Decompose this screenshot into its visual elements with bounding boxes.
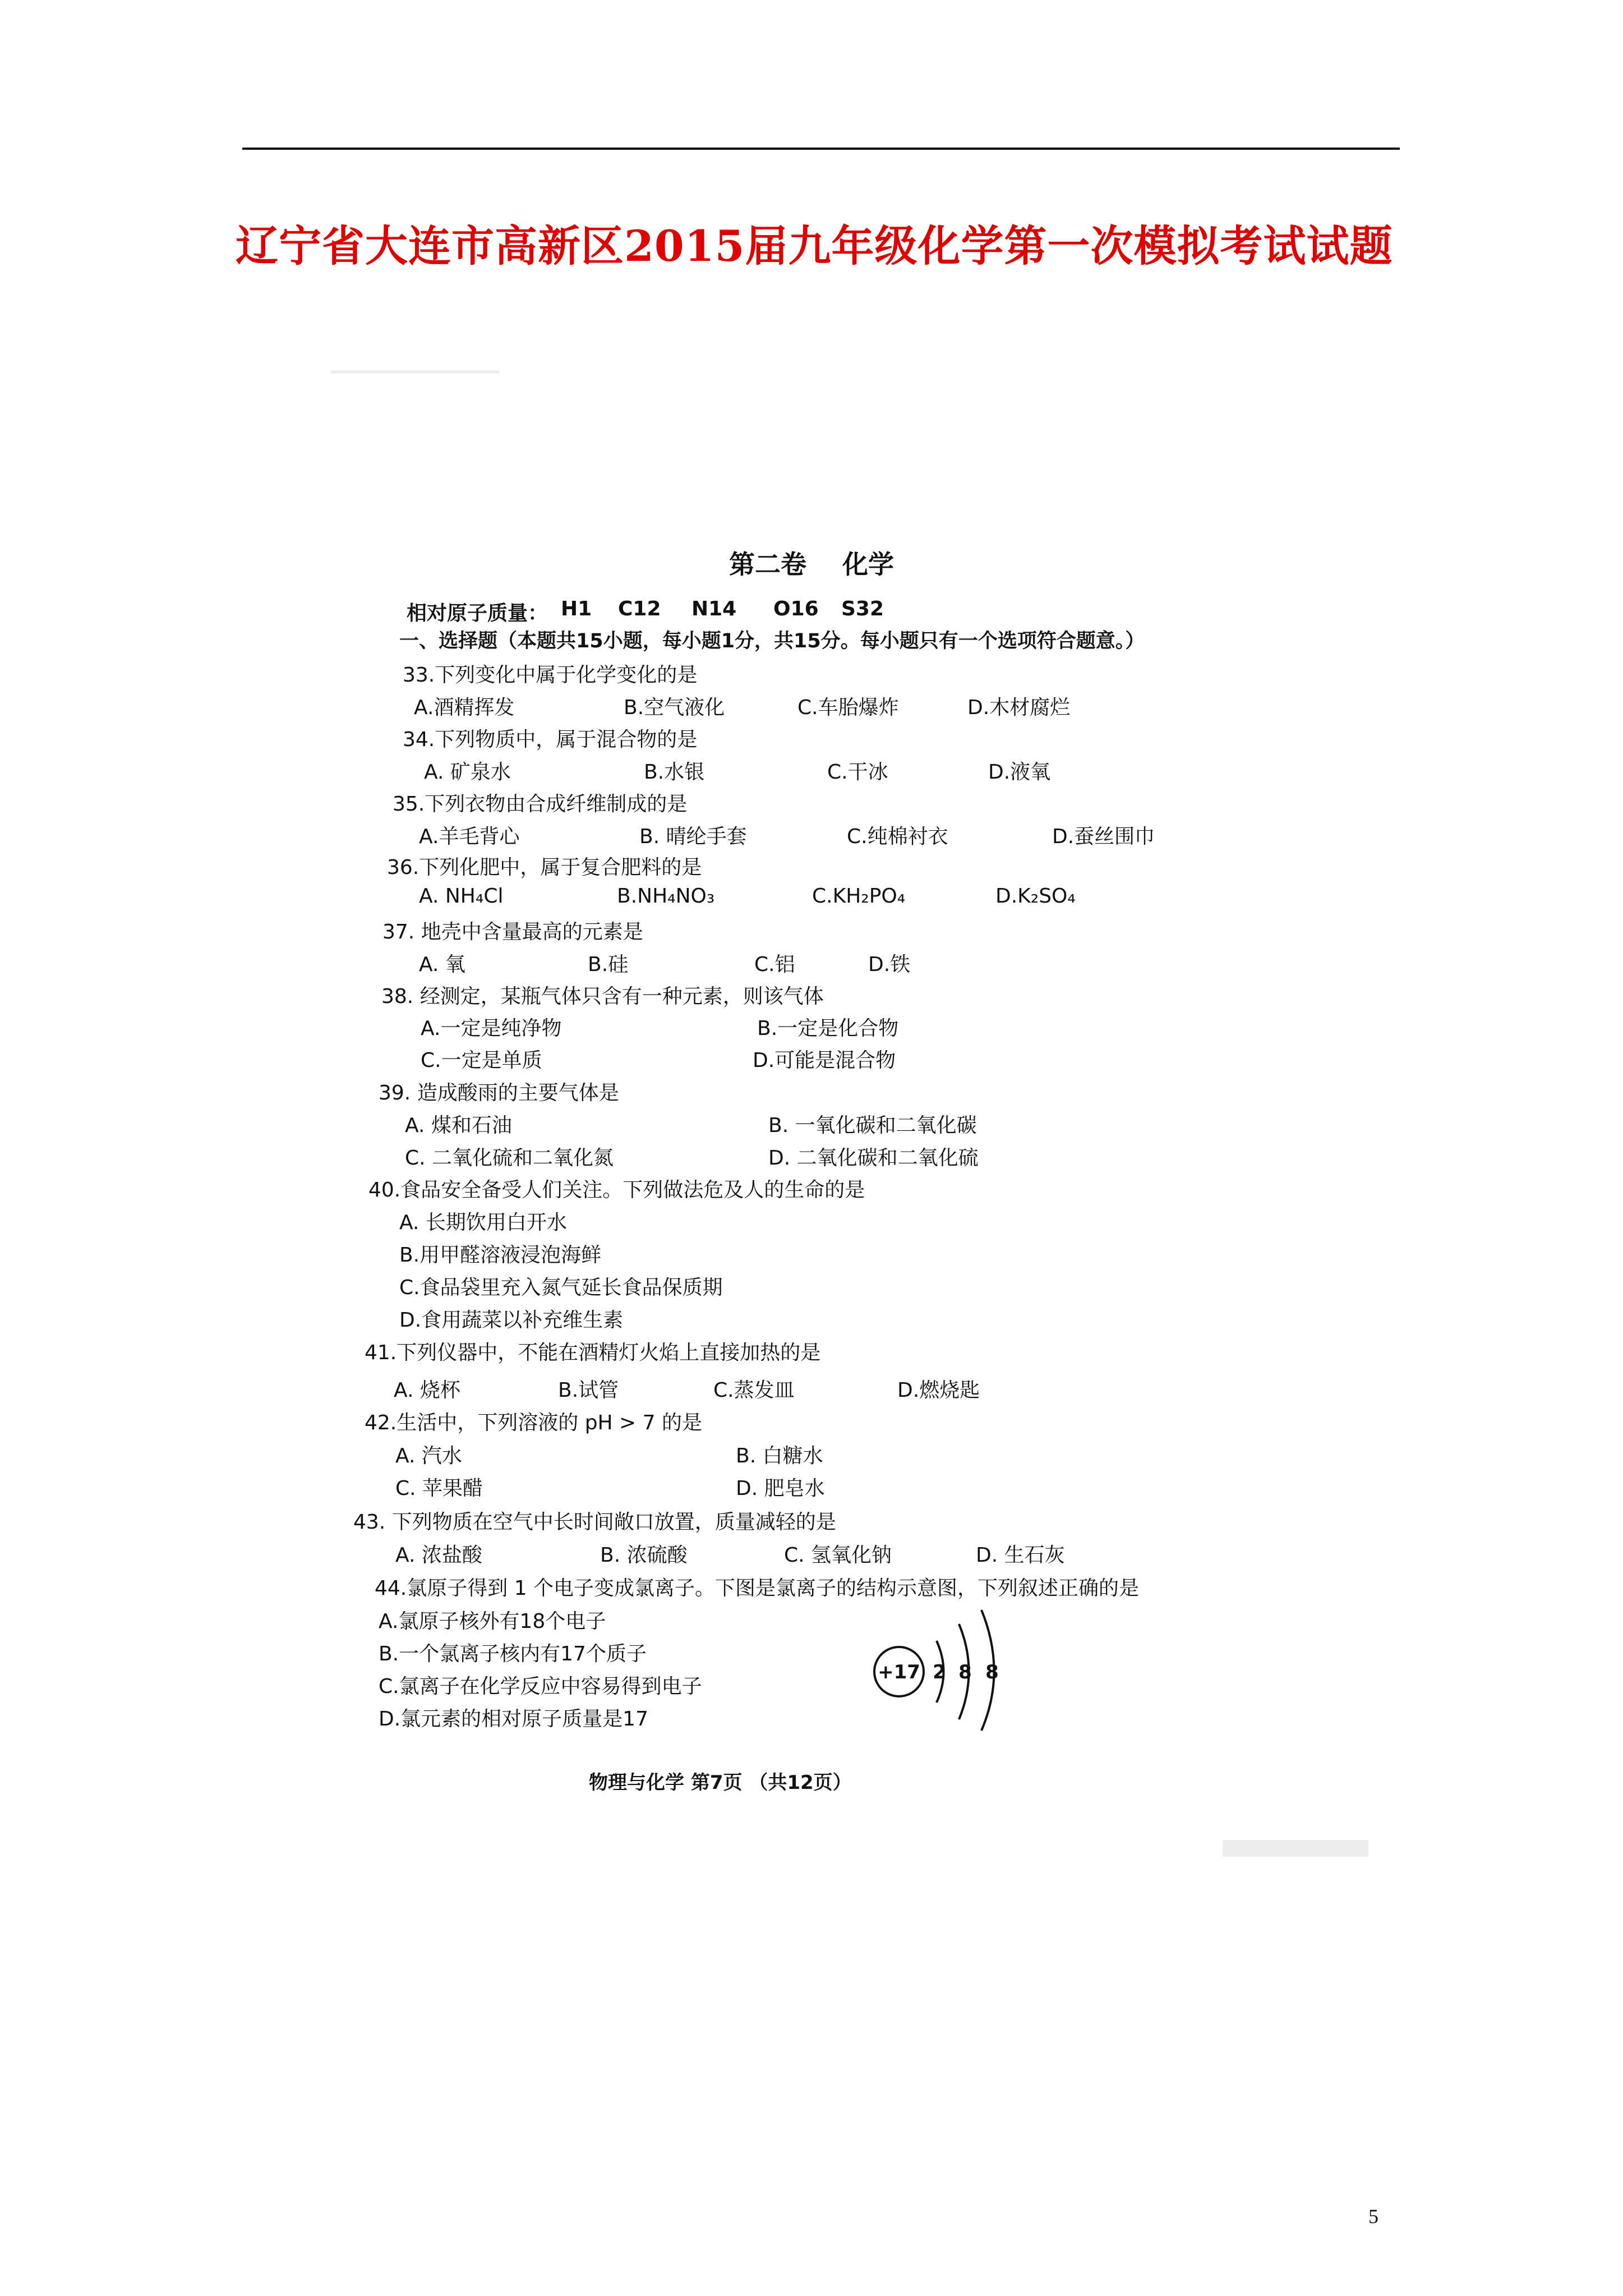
document-title: 辽宁省大连市高新区2015届九年级化学第一次模拟考试试题 (236, 221, 1393, 271)
question-option: B.硅 (588, 953, 629, 976)
shell-electron-count: 8 (985, 1661, 999, 1683)
question-stem: 36.下列化肥中，属于复合肥料的是 (387, 856, 702, 879)
question-stem: 34.下列物质中，属于混合物的是 (403, 728, 698, 751)
nucleus-charge: +17 (878, 1661, 920, 1683)
header-rule (242, 148, 1400, 150)
question-option: D. 二氧化碳和二氧化硫 (768, 1147, 979, 1170)
question-option: B.NH₄NO₃ (617, 885, 715, 908)
page-number: 5 (1368, 2205, 1378, 2228)
question-option: A. 浓盐酸 (395, 1544, 482, 1567)
atomic-mass-o: O16 (773, 597, 819, 620)
question-option: D.可能是混合物 (753, 1049, 896, 1072)
question-option: C. 苹果醋 (395, 1477, 483, 1500)
question-stem: 35.下列衣物由合成纤维制成的是 (393, 793, 688, 816)
exam-page-footer: 物理与化学 第7页 （共12页） (589, 1772, 852, 1794)
question-option: D.液氧 (988, 761, 1051, 784)
section-title: 第二卷 化学 (729, 549, 895, 579)
question-option: C. 氢氧化钠 (784, 1544, 892, 1567)
question-option: D. 肥皂水 (736, 1477, 825, 1500)
question-option: D.K₂SO₄ (995, 885, 1076, 908)
question-option: C.干冰 (827, 761, 888, 784)
atomic-mass-c: C12 (618, 597, 661, 620)
question-option: B.试管 (558, 1379, 619, 1402)
question-option: D.木材腐烂 (967, 696, 1071, 719)
question-option: C. 二氧化硫和二氧化氮 (405, 1147, 614, 1170)
question-option: B.用甲醛溶液浸泡海鲜 (399, 1244, 602, 1267)
question-option: B. 一氧化碳和二氧化碳 (768, 1114, 977, 1137)
question-option: A. 汽水 (395, 1444, 462, 1467)
question-stem: 42.生活中，下列溶液的 pH > 7 的是 (365, 1411, 703, 1434)
question-option: A.一定是纯净物 (421, 1017, 562, 1040)
atomic-mass-s: S32 (841, 597, 884, 620)
question-option: C.纯棉衬衣 (847, 825, 948, 848)
question-option: D.氯元素的相对原子质量是17 (379, 1708, 648, 1731)
atomic-mass-h: H1 (561, 597, 592, 620)
question-stem: 40.食品安全备受人们关注。下列做法危及人的生命的是 (368, 1179, 865, 1202)
atomic-mass-n: N14 (691, 597, 737, 620)
question-stem: 39. 造成酸雨的主要气体是 (379, 1082, 619, 1105)
scan-artifact (331, 370, 499, 374)
question-stem: 33.下列变化中属于化学变化的是 (403, 664, 698, 687)
question-option: C.KH₂PO₄ (812, 885, 906, 908)
question-option: D.铁 (868, 953, 911, 976)
question-stem: 41.下列仪器中，不能在酒精灯火焰上直接加热的是 (365, 1341, 821, 1364)
question-option: B. 浓硫酸 (600, 1544, 688, 1567)
question-option: A.羊毛背心 (419, 825, 520, 848)
question-option: C.车胎爆炸 (797, 696, 899, 719)
question-option: D. 生石灰 (976, 1544, 1065, 1567)
question-option: B.一定是化合物 (757, 1017, 899, 1040)
question-option: A. NH₄Cl (419, 885, 504, 908)
shell-electron-count: 2 (933, 1661, 946, 1683)
chloride-ion-diagram (866, 1599, 1035, 1733)
question-stem: 38. 经测定，某瓶气体只含有一种元素，则该气体 (381, 985, 824, 1008)
question-option: A.氯原子核外有18个电子 (379, 1610, 606, 1633)
question-option: A. 烧杯 (394, 1379, 460, 1402)
question-option: D.燃烧匙 (897, 1379, 980, 1402)
question-option: B.水银 (644, 761, 705, 784)
question-option: D.食用蔬菜以补充维生素 (399, 1309, 624, 1332)
scan-artifact (1223, 1840, 1368, 1857)
question-stem: 37. 地壳中含量最高的元素是 (382, 921, 643, 944)
atomic-masses-label: 相对原子质量： (407, 602, 548, 625)
section-instructions: 一、选择题（本题共15小题，每小题1分，共15分。每小题只有一个选项符合题意。） (399, 630, 1145, 652)
question-option: B.一个氯离子核内有17个质子 (379, 1642, 647, 1665)
question-option: A.酒精挥发 (414, 696, 515, 719)
question-stem: 43. 下列物质在空气中长时间敞口放置，质量减轻的是 (353, 1511, 836, 1534)
question-option: C.一定是单质 (421, 1049, 542, 1072)
question-option: B. 晴纶手套 (639, 825, 747, 848)
question-option: B. 白糖水 (736, 1444, 823, 1467)
question-option: C.氯离子在化学反应中容易得到电子 (379, 1675, 702, 1698)
question-option: C.食品袋里充入氮气延长食品保质期 (399, 1276, 723, 1299)
question-option: D.蚕丝围巾 (1052, 825, 1155, 848)
question-option: A. 煤和石油 (405, 1114, 512, 1137)
question-option: A. 矿泉水 (424, 761, 511, 784)
question-option: C.蒸发皿 (713, 1379, 795, 1402)
shell-electron-count: 8 (958, 1661, 972, 1683)
question-option: C.铝 (754, 953, 795, 976)
question-stem: 44.氯原子得到 1 个电子变成氯离子。下图是氯离子的结构示意图，下列叙述正确的是 (375, 1577, 1140, 1600)
question-option: A. 长期饮用白开水 (399, 1211, 567, 1234)
question-option: B.空气液化 (624, 696, 725, 719)
question-option: A. 氧 (419, 953, 465, 976)
